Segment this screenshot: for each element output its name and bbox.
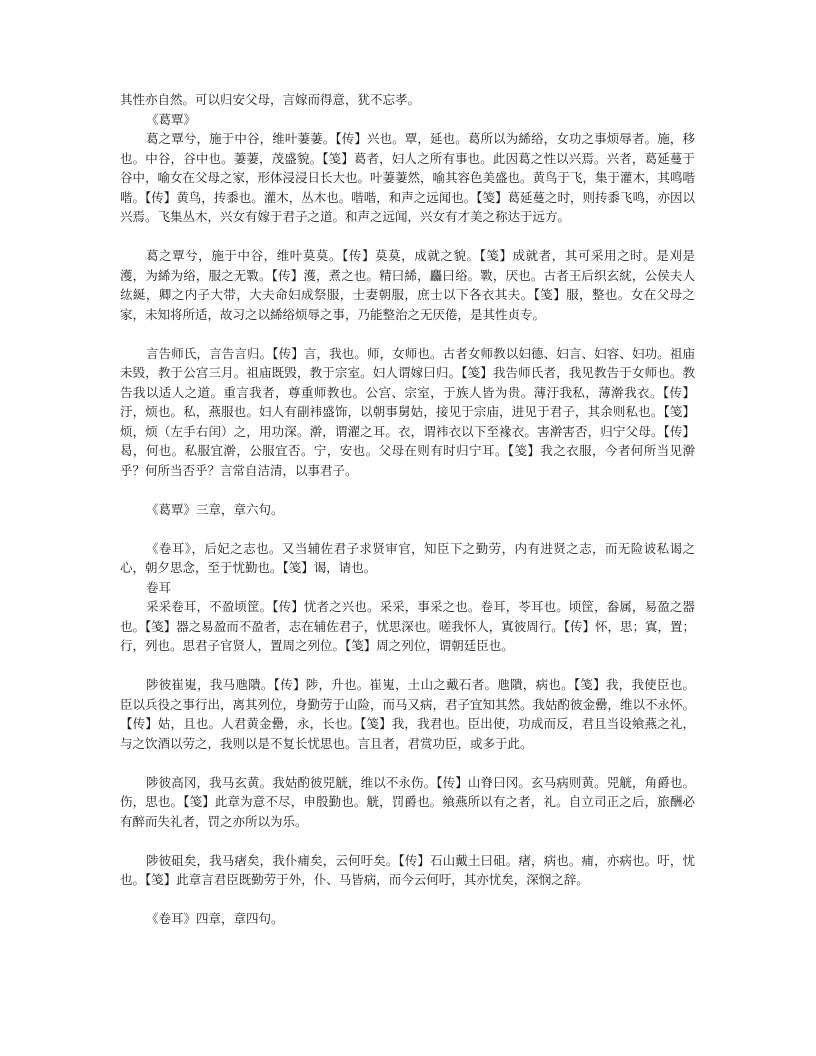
paragraph: 《葛覃》三章，章六句。 bbox=[146, 501, 284, 517]
paragraph: 陟彼砠矣，我马瘏矣，我仆痡矣，云何吁矣。【传】石山戴土曰砠。瘏，病也。痡，亦病也。吁，忧也。【笺】此章言君臣既勤劳于外，仆、马皆病，而今云何吁，其亦忧矣，深悯之辞。 bbox=[120, 852, 695, 887]
paragraph: 葛之覃兮，施于中谷，维叶莫莫。【传】莫莫，成就之貌。【笺】成就者，其可采用之时。是刈是濩，为絺为绤，服之无斁。【传】濩，煮之也。精曰絺，麤曰绤。斁，厌也。古者王后织玄紞，公侯夫人纮綖，卿之内子大带，大夫命妇成祭服，士妻朝服，庶士以下各衣其夫。【笺】服，整也。女在父母之家，未知将所适，故习之以絺绤烦辱之事，乃能整治之无厌倦，是其性贞专。 bbox=[120, 248, 695, 322]
paragraph: 《卷耳》四章，章四句。 bbox=[146, 911, 284, 926]
paragraph: 《卷耳》，后妃之志也。又当辅佐君子求贤审官，知臣下之勤劳，内有进贤之志，而无险诐私谒之心，朝夕思念，至于忧勤也。【笺】谒，请也。 bbox=[120, 540, 695, 575]
paragraph: 卷耳 bbox=[146, 579, 172, 595]
paragraph: 言告师氏，言告言归。【传】言，我也。师，女师也。古者女师教以妇德、妇言、妇容、妇功。祖庙未毁，教于公宫三月。祖庙既毁，教于宗室。妇人谓嫁曰归。【笺】我告师氏者，我见教告于女师也。教告我以适人之道。重言我者，尊重师教也。公宫、宗室，于族人皆为贵。薄汙我私，薄澣我衣。【传】汙，烦也。私，燕服也。妇人有副袆盛饰，以朝事舅姑，接见于宗庙，进见于君子，其余则私也。【笺】烦，烦（左手右闰）之，用功深。澣，谓濯之耳。衣，谓袆衣以下至褖衣。害澣害否，归宁父母。【传】曷，何也。私服宜澣，公服宜否。宁，安也。父母在则有时归宁耳。【笺】我之衣服，今者何所当见澣乎？何所当否乎？言常自洁清，以事君子。 bbox=[120, 345, 695, 478]
paragraph: 《葛覃》 bbox=[146, 111, 197, 127]
paragraph: 葛之覃兮，施于中谷，维叶萋萋。【传】兴也。覃，延也。葛所以为絺绤，女功之事烦辱者。施，移也。中谷，谷中也。萋萋，茂盛貌。【笺】葛者，妇人之所有事也。此因葛之性以兴焉。兴者，葛延蔓于谷中，喻女在父母之家，形体浸浸日长大也。叶萋萋然，喻其容色美盛也。黄鸟于飞，集于灌木，其鸣喈喈。【传】黄鸟，抟黍也。灌木，丛木也。喈喈，和声之远闻也。【笺】葛延蔓之时，则抟黍飞鸣，亦因以兴焉。飞集丛木，兴女有嫁于君子之道。和声之远闻，兴女有才美之称达于远方。 bbox=[120, 131, 696, 224]
document-body bbox=[120, 90, 695, 929]
paragraph: 其性亦自然。可以归安父母，言嫁而得意，犹不忘孝。 bbox=[120, 92, 421, 107]
paragraph: 陟彼崔嵬，我马虺隤。【传】陟，升也。崔嵬，土山之戴石者。虺隤，病也。【笺】我，我使臣也。臣以兵役之事行出，离其列位，身勤劳于山险，而马又病，君子宜知其然。我姑酌彼金罍，维以不永怀。【传】姑，且也。人君黄金罍，永，长也。【笺】我，我君也。臣出使，功成而反，君且当设飨燕之礼，与之饮酒以劳之，我则以是不复长忧思也。言且者，君赏功臣，或多于此。 bbox=[120, 677, 696, 751]
paragraph: 陟彼高冈，我马玄黄。我姑酌彼兕觥，维以不永伤。【传】山脊曰冈。玄马病则黄。兕觥，角爵也。伤，思也。【笺】此章为意不尽，申殷勤也。觥，罚爵也。飨燕所以有之者，礼。自立司正之后，旅酬必有醉而失礼者，罚之亦所以为乐。 bbox=[120, 774, 695, 829]
paragraph: 采采卷耳，不盈顷筐。【传】忧者之兴也。采采，事采之也。卷耳，苓耳也。顷筐，畚属，易盈之器也。【笺】器之易盈而不盈者，志在辅佐君子，忧思深也。嗟我怀人，寘彼周行。【传】怀，思；寘，置；行，列也。思君子官贤人，置周之列位。【笺】周之列位，谓朝廷臣也。 bbox=[120, 599, 696, 653]
